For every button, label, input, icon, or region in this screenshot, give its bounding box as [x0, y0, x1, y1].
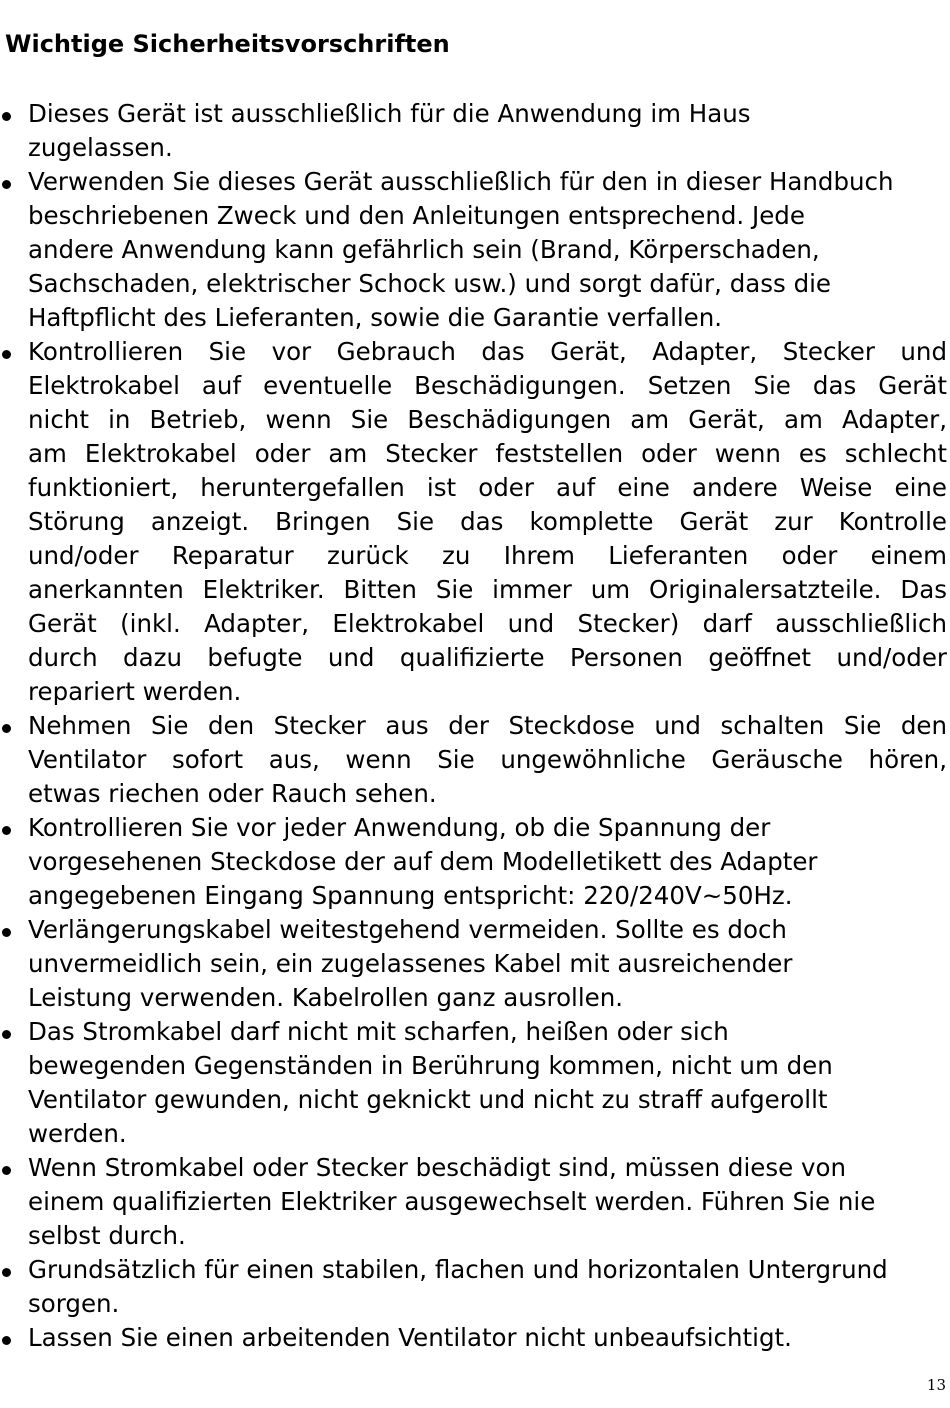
list-item-text-line: Nehmen Sie den Stecker aus der Steckdose und schalten Sie den — [28, 711, 947, 740]
list-item — [0, 1151, 947, 1253]
list-item-text-line: anerkannten Elektriker. Bitten Sie immer um Originalersatzteile. Das — [28, 575, 947, 604]
list-item-text-line: funktioniert, heruntergefallen ist oder auf eine andere Weise eine — [28, 473, 947, 502]
bullet-icon — [2, 724, 11, 733]
list-item-text-line: angegebenen Eingang Spannung entspricht: 220/240V~50Hz. — [28, 881, 793, 910]
list-item-text-line: Leistung verwenden. Kabelrollen ganz ausrollen. — [28, 983, 624, 1012]
list-item-text-line: Gerät (inkl. Adapter, Elektrokabel und Stecker) darf ausschließlich — [28, 609, 947, 638]
list-item-text-line: etwas riechen oder Rauch sehen. — [28, 779, 437, 808]
bullet-icon — [2, 1166, 11, 1175]
list-item — [0, 913, 947, 1015]
list-item-text-line: repariert werden. — [28, 677, 242, 706]
list-item-text-line: Ventilator gewunden, nicht geknickt und nicht zu straff aufgerollt — [28, 1085, 828, 1114]
page-title: Wichtige Sicherheitsvorschriften — [5, 30, 450, 58]
bullet-icon — [2, 1030, 11, 1039]
list-item-text-line: Elektrokabel auf eventuelle Beschädigungen. Setzen Sie das Gerät — [28, 371, 947, 400]
bullet-icon — [2, 112, 11, 121]
bullet-icon — [2, 1336, 11, 1345]
bullet-icon — [2, 1268, 11, 1277]
list-item-text-line: sorgen. — [28, 1289, 120, 1318]
list-item — [0, 335, 947, 709]
list-item-text-line: Störung anzeigt. Bringen Sie das komplette Gerät zur Kontrolle — [28, 507, 947, 536]
list-item-text-line: nicht in Betrieb, wenn Sie Beschädigungen am Gerät, am Adapter, — [28, 405, 947, 434]
list-item — [0, 97, 947, 165]
list-item-text-line: Kontrollieren Sie vor jeder Anwendung, ob die Spannung der — [28, 813, 771, 842]
list-item-text-line: Verlängerungskabel weitestgehend vermeiden. Sollte es doch — [28, 915, 787, 944]
list-item-text-line: und/oder Reparatur zurück zu Ihrem Lieferanten oder einem — [28, 541, 947, 570]
list-item-text-line: vorgesehenen Steckdose der auf dem Modelletikett des Adapter — [28, 847, 818, 876]
list-item-text-line: werden. — [28, 1119, 127, 1148]
list-item-text-line: andere Anwendung kann gefährlich sein (Brand, Körperschaden, — [28, 235, 820, 264]
list-item — [0, 709, 947, 811]
list-item — [0, 165, 947, 335]
list-item — [0, 1321, 947, 1355]
list-item-text-line: Wenn Stromkabel oder Stecker beschädigt sind, müssen diese von — [28, 1153, 846, 1182]
page-number: 13 — [926, 1376, 946, 1394]
list-item-text-line: selbst durch. — [28, 1221, 186, 1250]
safety-instructions-list — [0, 97, 947, 1355]
list-item-text-line: durch dazu befugte und qualifizierte Personen geöffnet und/oder — [28, 643, 947, 672]
list-item-text-line: Grundsätzlich für einen stabilen, flachen und horizontalen Untergrund — [28, 1255, 888, 1284]
list-item-text-line: am Elektrokabel oder am Stecker feststellen oder wenn es schlecht — [28, 439, 947, 468]
list-item-text-line: Verwenden Sie dieses Gerät ausschließlich für den in dieser Handbuch — [28, 167, 894, 196]
list-item-text-line: Das Stromkabel darf nicht mit scharfen, heißen oder sich — [28, 1017, 729, 1046]
bullet-icon — [2, 928, 11, 937]
bullet-icon — [2, 826, 11, 835]
list-item — [0, 1253, 947, 1321]
list-item-text-line: bewegenden Gegenständen in Berührung kommen, nicht um den — [28, 1051, 833, 1080]
list-item-text-line: beschriebenen Zweck und den Anleitungen entsprechend. Jede — [28, 201, 805, 230]
list-item — [0, 811, 947, 913]
list-item-text-line: Ventilator sofort aus, wenn Sie ungewöhnliche Geräusche hören, — [28, 745, 947, 774]
list-item-text-line: Haftpflicht des Lieferanten, sowie die Garantie verfallen. — [28, 303, 723, 332]
bullet-icon — [2, 180, 11, 189]
list-item-text-line: Dieses Gerät ist ausschließlich für die Anwendung im Haus — [28, 99, 751, 128]
list-item — [0, 1015, 947, 1151]
list-item-text-line: Kontrollieren Sie vor Gebrauch das Gerät, Adapter, Stecker und — [28, 337, 947, 366]
list-item-text-line: zugelassen. — [28, 133, 173, 162]
list-item-text-line: Sachschaden, elektrischer Schock usw.) und sorgt dafür, dass die — [28, 269, 832, 298]
list-item-text-line: unvermeidlich sein, ein zugelassenes Kabel mit ausreichender — [28, 949, 793, 978]
list-item-text-line: einem qualifizierten Elektriker ausgewechselt werden. Führen Sie nie — [28, 1187, 876, 1216]
list-item-text-line: Lassen Sie einen arbeitenden Ventilator nicht unbeaufsichtigt. — [28, 1323, 792, 1352]
bullet-icon — [2, 350, 11, 359]
